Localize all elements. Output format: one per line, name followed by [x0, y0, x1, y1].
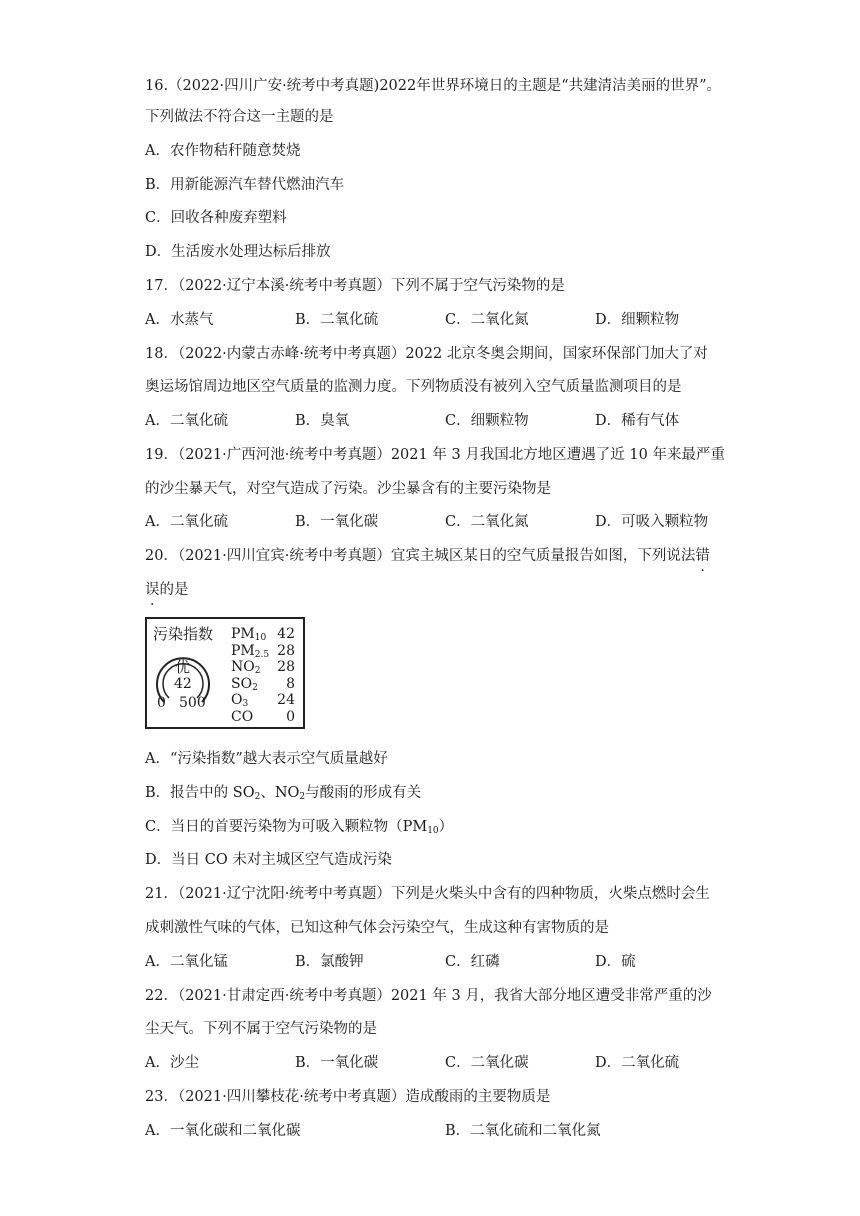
gauge-rating: 优: [175, 658, 191, 676]
q23-stem: 23．（2021·四川攀枝花·统考中考真题）造成酸雨的主要物质是: [145, 1089, 551, 1105]
emphasis-char: 误: [145, 582, 160, 598]
q21-option-b: B．氯酸钾: [295, 954, 364, 970]
option-text: B．报告中的 SO: [145, 785, 255, 801]
q22-stem-line2: 尘天气。下列不属于空气污染物的是: [145, 1021, 377, 1037]
q20-option-b: [145, 783, 421, 807]
q22-options: [145, 1053, 745, 1073]
q18-options: [145, 411, 745, 431]
pollutant-row: [231, 659, 303, 676]
q20-option-a: A．“污染指数”越大表示空气质量越好: [145, 751, 388, 767]
q19-stem-line2: 的沙尘暴天气，对空气造成了污染。沙尘暴含有的主要污染物是: [145, 481, 551, 497]
q21-option-d: D．硫: [595, 954, 636, 970]
q22-option-b: B．一氧化碳: [295, 1055, 379, 1071]
q22-option-a: A．沙尘: [145, 1055, 199, 1071]
q20-stem-text: 的是: [159, 582, 189, 598]
pollutant-row: [231, 676, 303, 693]
pollutant-value: 0: [286, 708, 295, 725]
option-text: ）: [438, 819, 454, 835]
q21-option-c: C．红磷: [445, 954, 500, 970]
pollutant-value: 28: [277, 659, 295, 675]
air-quality-report-figure: [145, 617, 305, 729]
q19-option-a: A．二氧化硫: [145, 514, 228, 530]
pollutant-value: 24: [277, 692, 295, 708]
q20-stem-text: 20．（2021·四川宜宾·统考中考真题）宜宾主城区某日的空气质量报告如图，下列说法: [145, 548, 696, 564]
q19-options: [145, 512, 745, 532]
q23-option-a: A．一氧化碳和二氧化碳: [145, 1123, 301, 1139]
pollutant-subscript: 3: [242, 699, 249, 709]
figure-title: 污染指数: [153, 625, 214, 643]
pollutant-name: NO: [231, 659, 255, 675]
q17-options: [145, 310, 745, 330]
q17-option-c: C．二氧化氮: [445, 312, 529, 328]
subscript: 2: [299, 792, 306, 802]
q22-option-c: C．二氧化碳: [445, 1055, 529, 1071]
q17-option-a: A．水蒸气: [145, 312, 214, 328]
pollution-gauge: [152, 652, 214, 712]
option-text: C．当日的首要污染物为可吸入颗粒物（PM: [145, 819, 428, 835]
option-text: 与酸雨的形成有关: [305, 785, 422, 801]
pollutant-value: 42: [277, 626, 295, 642]
gauge-max: 500: [179, 695, 206, 711]
q19-option-b: B．一氧化碳: [295, 514, 379, 530]
q20-option-c: [145, 817, 453, 841]
pollutant-subscript: 2: [252, 682, 258, 693]
q17-option-b: B．二氧化硫: [295, 312, 379, 328]
gauge-value: 42: [174, 676, 192, 692]
q16-option-c: C．回收各种废弃塑料: [145, 210, 287, 226]
q17-stem: 17．（2022·辽宁本溪·统考中考真题）下列不属于空气污染物的是: [145, 278, 565, 294]
pollutant-subscript: 2: [254, 666, 261, 676]
q19-option-d: D．可吸入颗粒物: [595, 514, 709, 530]
pollutant-row: [231, 709, 303, 726]
q23-options: [145, 1121, 745, 1141]
q21-stem-line2: 成刺激性气味的气体，已知这种气体会污染空气，生成这种有害物质的是: [145, 920, 609, 936]
q18-option-b: B．臭氧: [295, 413, 350, 429]
q19-stem-line1: 19．（2021·广西河池·统考中考真题）2021 年 3 月我国北方地区遭遇了近 10 年来最严重: [145, 447, 725, 463]
option-text: 、NO: [260, 785, 300, 801]
pollutant-row: [231, 692, 303, 709]
pollutant-name: CO: [231, 708, 254, 725]
pollutant-name: O: [231, 692, 243, 708]
subscript: 2: [254, 792, 261, 802]
pollutant-subscript: 10: [254, 633, 267, 643]
pollutant-name: PM: [231, 642, 255, 659]
pollutant-value: 8: [286, 675, 295, 692]
q23-option-b: B．二氧化硫和二氧化氮: [445, 1123, 601, 1139]
pollutant-value: 28: [277, 642, 295, 659]
q19-option-c: C．二氧化氮: [445, 514, 529, 530]
pollutant-row: [231, 626, 303, 643]
q21-stem-line1: 21．（2021·辽宁沈阳·统考中考真题）下列是火柴头中含有的四种物质，火柴点燃时会生: [145, 886, 710, 902]
q18-option-c: C．细颗粒物: [445, 413, 529, 429]
q18-stem-line2: 奥运场馆周边地区空气质量的监测力度。下列物质没有被列入空气质量监测项目的是: [145, 379, 682, 395]
q21-options: [145, 952, 745, 972]
q20-option-d: D．当日 CO 未对主城区空气造成污染: [145, 852, 392, 868]
q16-stem-line1: 16.（2022·四川广安·统考中考真题)2022年世界环境日的主题是“共建清洁美丽的世界”。: [145, 78, 722, 94]
pollutant-list: [231, 626, 303, 725]
q16-stem-line2: 下列做法不符合这一主题的是: [145, 109, 334, 125]
q18-option-d: D．稀有气体: [595, 413, 680, 429]
pollutant-subscript: 2.5: [254, 649, 270, 660]
q18-option-a: A．二氧化硫: [145, 413, 228, 429]
q17-option-d: D．细颗粒物: [595, 312, 680, 328]
q16-option-d: D．生活废水处理达标后排放: [145, 244, 331, 260]
subscript: 10: [427, 826, 439, 836]
pollutant-name: PM: [231, 626, 255, 642]
pollutant-row: [231, 643, 303, 660]
q21-option-a: A．二氧化锰: [145, 954, 228, 970]
gauge-min: 0: [157, 695, 166, 711]
emphasis-char: 错: [695, 548, 710, 564]
q20-stem-line2: [145, 580, 189, 600]
q22-stem-line1: 22．（2021·甘肃定西·统考中考真题）2021 年 3 月，我省大部分地区遭受非常严重的沙: [145, 988, 712, 1004]
q20-stem-line1: [145, 546, 710, 566]
q18-stem-line1: 18．（2022·内蒙古赤峰·统考中考真题）2022 北京冬奥会期间，国家环保部门加大了对: [145, 346, 708, 362]
q22-option-d: D．二氧化硫: [595, 1055, 680, 1071]
q16-option-b: B．用新能源汽车替代燃油汽车: [145, 177, 345, 193]
q16-option-a: A．农作物秸秆随意焚烧: [145, 143, 301, 159]
pollutant-name: SO: [231, 675, 253, 692]
